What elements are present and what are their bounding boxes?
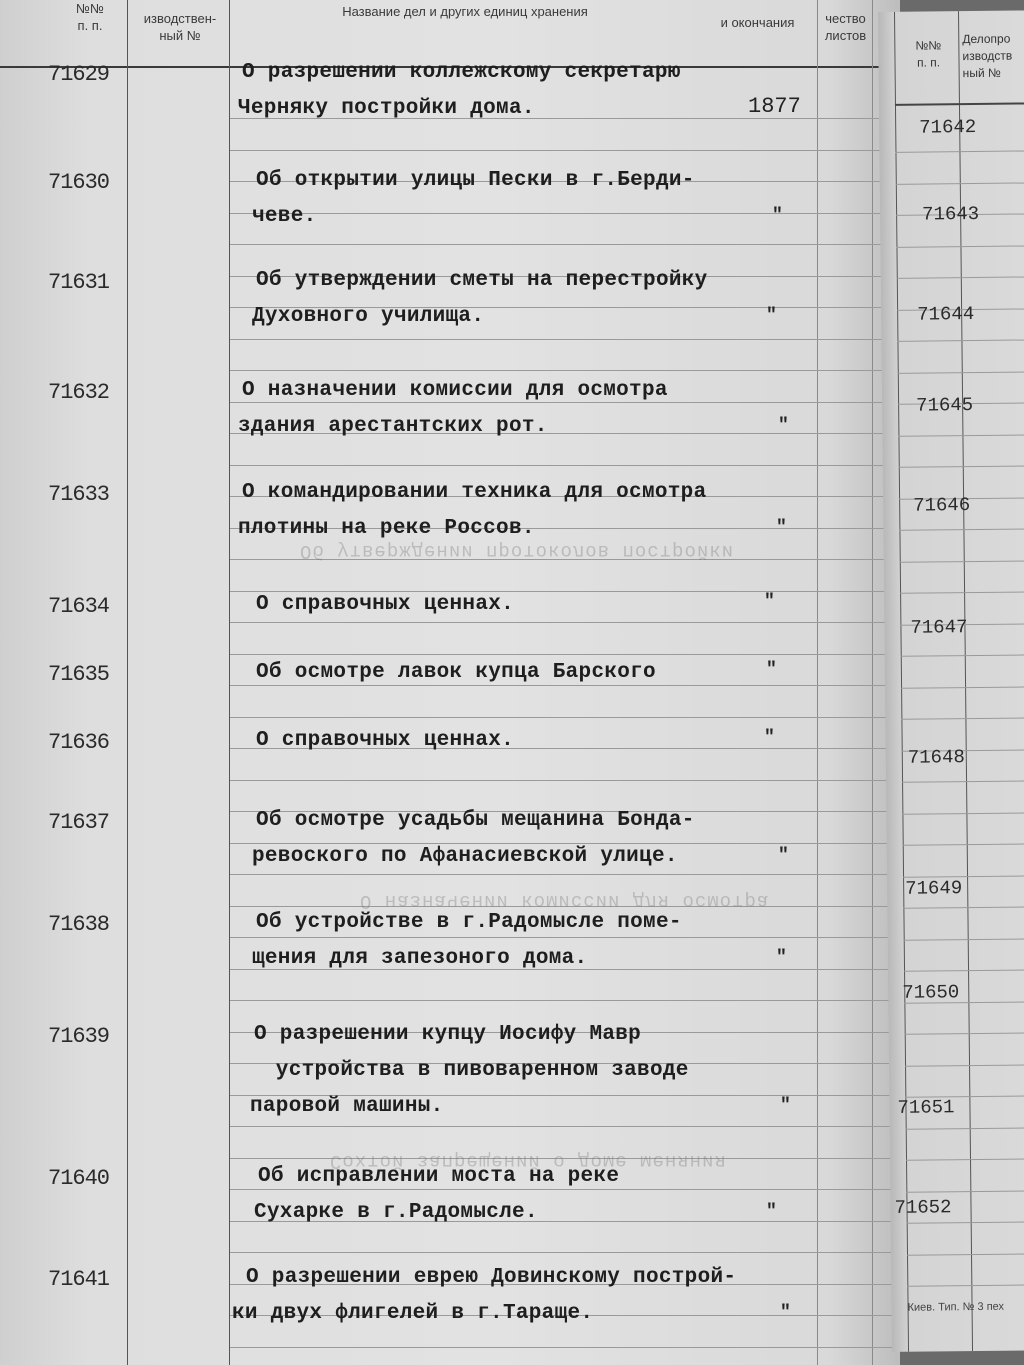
bleed-through-text: Сохтой запрещений о доме меняния (330, 1150, 727, 1172)
ditto-mark: " (776, 948, 787, 968)
right-record-number: 71642 (919, 115, 977, 139)
right-record-number: 71648 (907, 746, 965, 769)
right-page (878, 10, 1024, 1351)
ruled-line (230, 717, 900, 718)
column-divider (872, 0, 873, 1365)
record-number: 71637 (48, 810, 110, 835)
ruled-line (905, 1032, 1024, 1034)
ruled-line (907, 1221, 1024, 1223)
bleed-through-text: Об утверждении протоколов постройки (300, 540, 735, 562)
record-title-line: О справочных ценнах. (256, 593, 515, 616)
ruled-line (902, 812, 1024, 814)
ditto-mark: " (780, 1096, 791, 1116)
right-record-number: 71643 (922, 202, 980, 226)
record-number: 71633 (48, 482, 110, 507)
record-title-line: О назначении комиссии для осмотра (242, 379, 668, 402)
column-divider (817, 0, 818, 1365)
right-record-number: 71652 (894, 1196, 952, 1219)
ditto-mark: " (766, 306, 777, 326)
ruled-line (230, 339, 900, 340)
ruled-line (901, 686, 1024, 688)
record-title-line: ки двух флигелей в г.Тараще. (232, 1302, 594, 1325)
ruled-line (906, 1127, 1024, 1129)
column-divider (127, 0, 128, 1365)
ruled-line (903, 843, 1024, 845)
ruled-line (902, 780, 1024, 782)
record-title-line: плотины на реке Россов. (238, 517, 535, 540)
ruled-line (900, 560, 1024, 562)
header-delo: изводствен- ный № (143, 11, 217, 43)
ditto-mark: " (764, 592, 775, 612)
ruled-line (903, 906, 1024, 908)
right-record-number: 71649 (905, 877, 963, 900)
record-title-line: здания арестантских рот. (238, 415, 548, 438)
ruled-line (230, 1000, 900, 1001)
ruled-line (905, 1064, 1024, 1066)
record-title-line: Об осмотре усадьбы мещанина Бонда- (256, 809, 695, 832)
right-record-number: 71647 (910, 616, 968, 639)
record-title-line: Сухарке в г.Радомысле. (254, 1201, 538, 1224)
record-number: 71634 (48, 594, 110, 619)
right-record-number: 71651 (897, 1096, 955, 1119)
record-title-line: Черняку постройки дома. (238, 97, 535, 120)
record-number: 71639 (48, 1024, 110, 1049)
ditto-mark: " (772, 206, 783, 226)
header-title: Название дел и других единиц хранения (342, 4, 588, 19)
ruled-line (904, 938, 1024, 940)
right-header-delo: Делопро изводств ный № (962, 31, 1013, 81)
printer-imprint: Киев. Тип. № 3 пех (907, 1300, 1005, 1314)
ditto-mark: " (778, 416, 789, 436)
ruled-line (899, 528, 1024, 530)
right-header-num: №№ п. п. (915, 38, 942, 70)
ruled-line (907, 1284, 1024, 1286)
ruled-line (230, 1347, 900, 1348)
record-title-line: Об осмотре лавок купца Барского (256, 661, 656, 684)
record-number: 71631 (48, 270, 110, 295)
record-number: 71641 (48, 1267, 110, 1292)
record-title-line: Об утверждении сметы на перестройку (256, 269, 708, 292)
record-title-line: ревоского по Афанасиевской улице. (252, 845, 678, 868)
ruled-line (899, 465, 1024, 467)
ruled-line (230, 213, 900, 214)
column-divider (894, 12, 909, 1352)
record-number: 71632 (48, 380, 110, 405)
record-title-line: Духовного училища. (252, 305, 485, 328)
ruled-line (898, 434, 1024, 436)
header-num: №№ п. п. (76, 1, 104, 33)
record-number: 71638 (48, 912, 110, 937)
record-number: 71640 (48, 1166, 110, 1191)
record-title-line: Об открытии улицы Пески в г.Берди- (256, 169, 695, 192)
record-number: 71635 (48, 662, 110, 687)
bleed-through-text: О назначении комиссии для осмотра (360, 890, 770, 912)
ruled-line (906, 1190, 1024, 1192)
right-record-number: 71645 (916, 394, 974, 417)
record-title-line: О разрешении коллежскому секретарю (242, 61, 681, 84)
record-title-line: О справочных ценнах. (256, 729, 515, 752)
ditto-mark: " (764, 728, 775, 748)
ruled-line (230, 465, 900, 466)
ruled-line (230, 1252, 900, 1253)
record-title-line: Об устройстве в г.Радомысле поме- (256, 911, 682, 934)
ruled-line (230, 244, 900, 245)
ruled-line (904, 969, 1024, 971)
ditto-mark: " (778, 846, 789, 866)
ruled-line (906, 1158, 1024, 1160)
ruled-line (230, 370, 900, 371)
record-title-line: О командировании техника для осмотра (242, 481, 707, 504)
ruled-line (900, 591, 1024, 593)
header-sheets: чество листов (824, 11, 867, 43)
record-title-line: Об исправлении моста на реке (258, 1165, 620, 1188)
record-title-line: О разрешении еврею Довинскому построй- (246, 1266, 737, 1289)
ditto-mark: " (766, 660, 777, 680)
record-number: 71636 (48, 730, 110, 755)
record-number: 71629 (48, 62, 110, 87)
record-title-line: устройства в пивоваренном заводе (250, 1059, 689, 1082)
record-year: 1877 (748, 94, 801, 119)
column-divider (229, 0, 230, 1365)
record-number: 71630 (48, 170, 110, 195)
ruled-line (230, 1126, 900, 1127)
ruled-line (901, 654, 1024, 656)
record-title-line: чеве. (252, 205, 317, 228)
record-title-line: О разрешении купцу Иосифу Мавр (254, 1023, 642, 1046)
right-record-number: 71650 (902, 981, 960, 1004)
right-record-number: 71644 (917, 303, 975, 326)
right-record-number: 71646 (913, 494, 971, 517)
ruled-line (230, 150, 900, 151)
ruled-line (907, 1253, 1024, 1255)
ruled-line (230, 780, 900, 781)
header-dates: и окончания (720, 15, 795, 30)
ruled-line (901, 717, 1024, 719)
record-title-line: паровой машины. (250, 1095, 444, 1118)
ditto-mark: " (766, 1202, 777, 1222)
ditto-mark: " (780, 1303, 791, 1323)
record-title-line: щения для запезоного дома. (252, 947, 588, 970)
ditto-mark: " (776, 518, 787, 538)
